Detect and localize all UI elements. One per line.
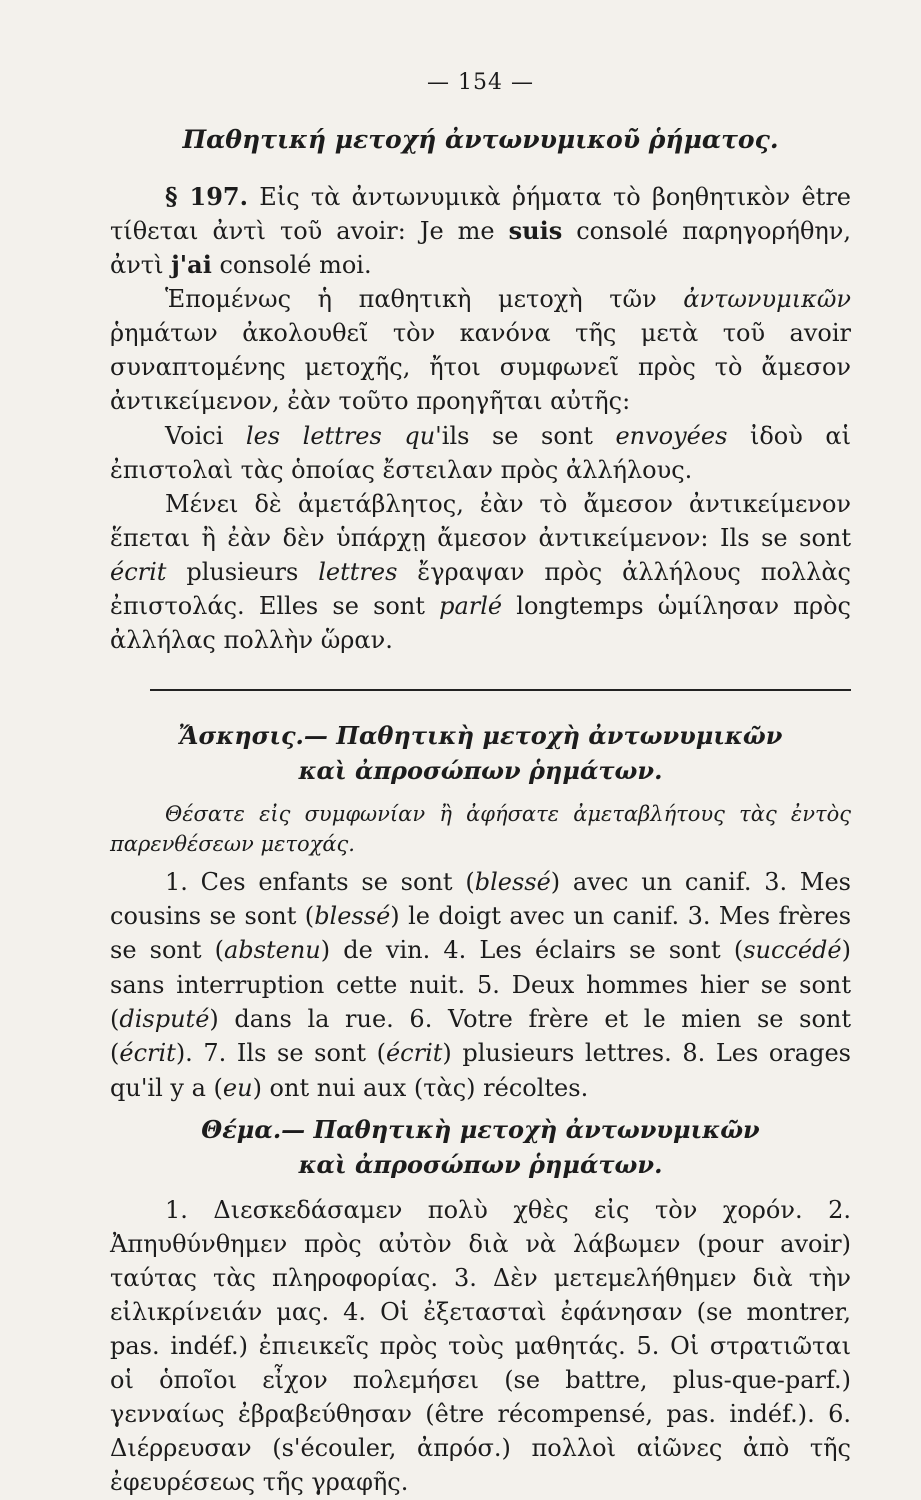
section-paragraph-3: Voici les lettres qu'ils se sont envoyées ἰδοὺ αἱ ἐπιστολαὶ τὰς ὁποίας ἔστειλαν πρὸς ἀλλήλους. [110,421,851,484]
exercise-instruction: Θέσατε εἰς συμφωνίαν ἢ ἀφήσατε ἀμεταβλήτους τὰς ἐντὸς παρενθέσεων μετοχάς. [110,801,851,856]
section-number: § 197. [165,182,248,211]
section-paragraph-4: Μένει δὲ ἀμετάβλητος, ἐὰν τὸ ἄμεσον ἀντικείμενον ἕπεται ἢ ἐὰν δὲν ὑπάρχῃ ἄμεσον ἀντικείμενον: Ils se sont écrit plusieurs lettres ἔγραψαν πρὸς ἀλλήλους πολλὰς ἐπιστολάς. Elles se sont parlé longtemps ὡμίλησαν πρὸς ἀλλήλας πολλὴν ὥραν. [110,489,851,655]
section-paragraph-1: § 197. Εἰς τὰ ἀντωνυμικὰ ῥήματα τὸ βοηθητικὸν être τίθεται ἀντὶ τοῦ avoir: Je me suis consolé παρηγορήθην, ἀντὶ j'ai consolé moi. [110,182,851,280]
exercise-title: Ἄσκησις.— Παθητικὴ μετοχὴ ἀντωνυμικῶν καὶ ἀπροσώπων ῥημάτων. [178,721,783,785]
theme-text: 1. Διεσκεδάσαμεν πολὺ χθὲς εἰς τὸν χορόν. 2. Ἀπηυθύνθημεν πρὸς αὐτὸν διὰ νὰ λάβωμεν (pour avoir) ταύτας τὰς πληροφορίας. 3. Δὲν μετεμελήθημεν διὰ τὴν εἰλικρίνειάν μας. 4. Οἱ ἐξετασταὶ ἐφάνησαν (se montrer, pas. indéf.) ἐπιεικεῖς πρὸς τοὺς μαθητάς. 5. Οἱ στρατιῶται οἱ ὁποῖοι εἶχον πολεμήσει (se battre, plus-que-parf.) γενναίως ἐβραβεύθησαν (être récompensé, pas. indéf.). 6. Διέρρευσαν (s'écouler, ἀπρόσ.) πολλοὶ αἰῶνες ἀπὸ τῆς ἐφευρέσεως τῆς γραφῆς. [110,1195,851,1497]
section-heading: Παθητική μετοχή ἀντωνυμικοῦ ῥήματος. [182,125,779,154]
exercise-block [110,719,851,1105]
section-paragraph-2: Ἑπομένως ἡ παθητικὴ μετοχὴ τῶν ἀντωνυμικῶν ῥημάτων ἀκολουθεῖ τὸν κανόνα τῆς μετὰ τοῦ avoir συναπτομένης μετοχῆς, ἤτοι συμφωνεῖ πρὸς τὸ ἄμεσον ἀντικείμενον, ἐὰν τοῦτο προηγῆται αὐτῆς: [110,285,851,416]
divider-rule [150,689,851,691]
theme-block [110,1113,851,1499]
exercise-text: 1. Ces enfants se sont (blessé) avec un canif. 3. Mes cousins se sont (blessé) le doigt avec un canif. 3. Mes frères se sont (abstenu) de vin. 4. Les éclairs se sont (succédé) sans interruption cette nuit. 5. Deux hommes hier se sont (disputé) dans la rue. 6. Votre frère et le mien se sont (écrit). 7. Ils se sont (écrit) plusieurs lettres. 8. Les orages qu'il y a (eu) ont nui aux (τὰς) récoltes. [110,867,852,1102]
theme-title: Θέμα.— Παθητικὴ μετοχὴ ἀντωνυμικῶν καὶ ἀπροσώπων ῥημάτων. [201,1114,760,1179]
page-number: — 154 — [427,70,534,95]
